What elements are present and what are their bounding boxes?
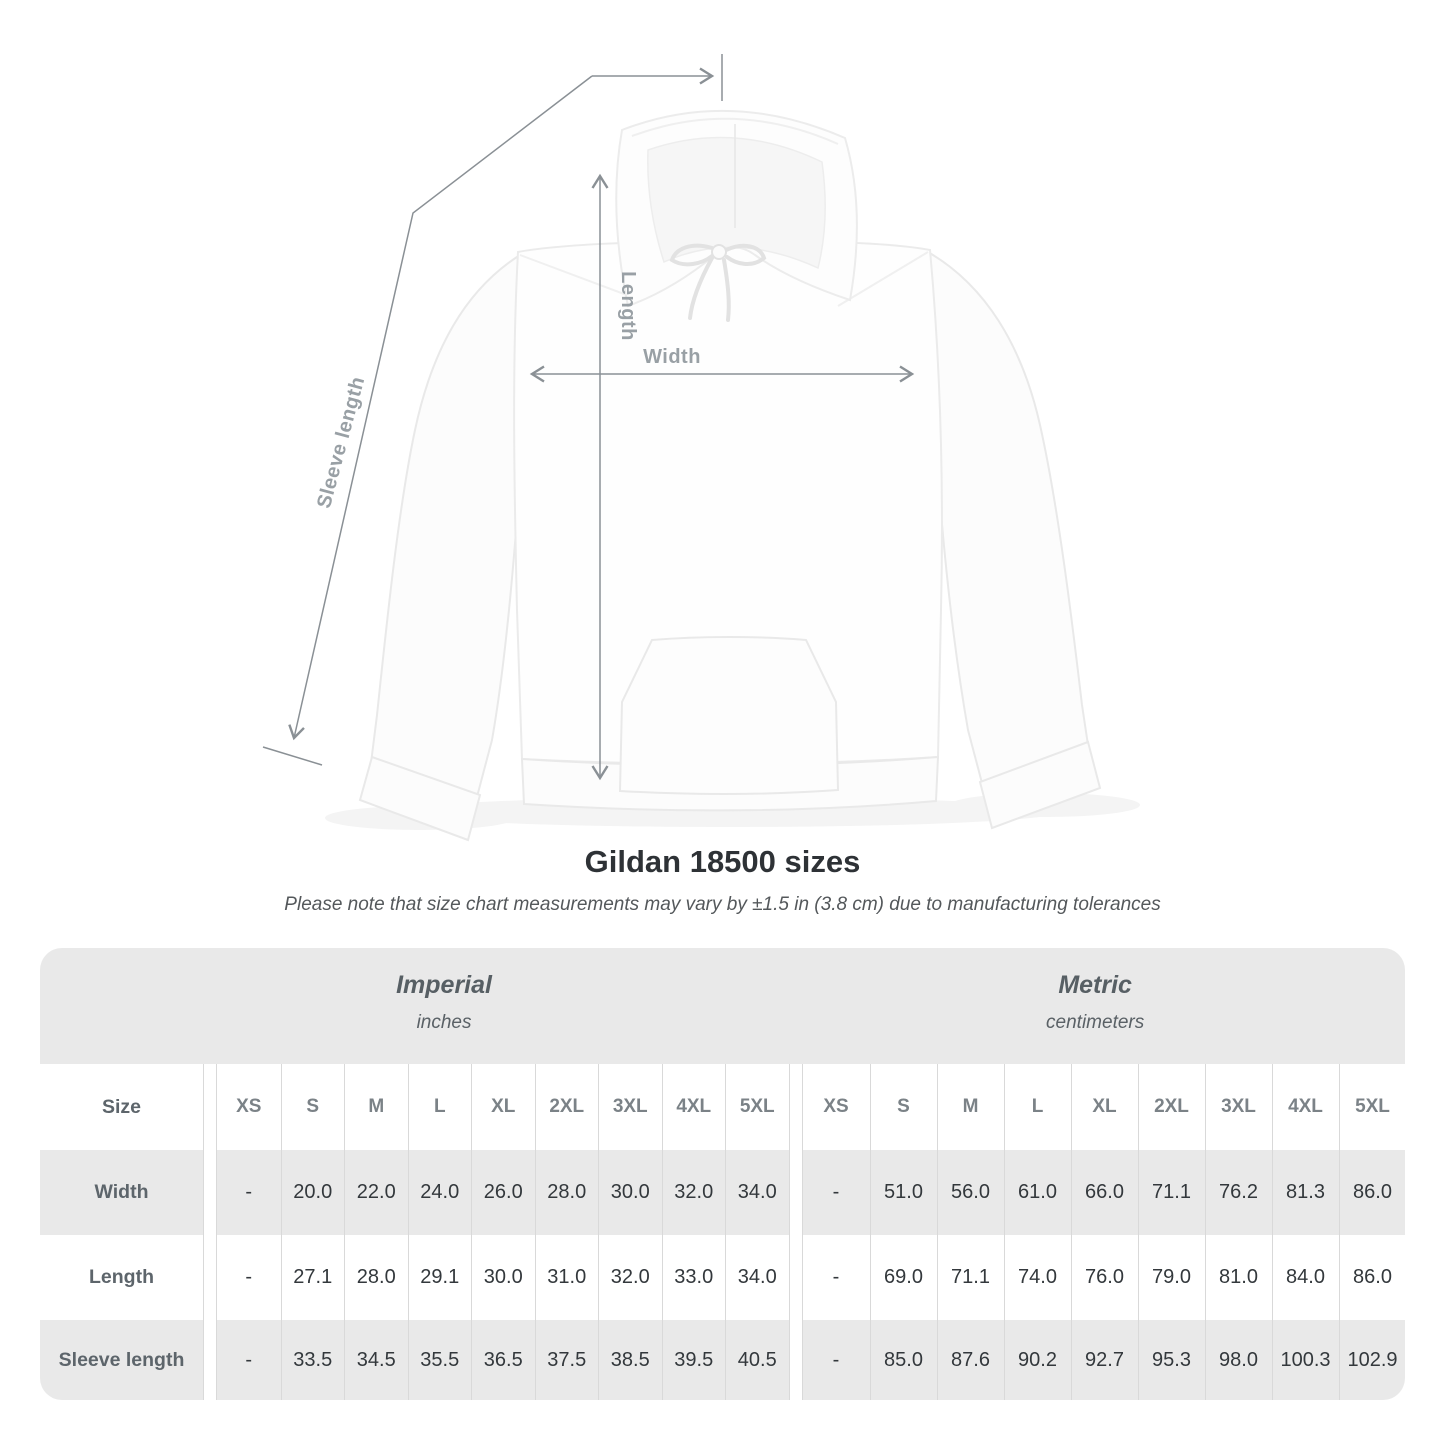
size-value-cell: 71.1 [937,1235,1004,1320]
metric-unit: centimeters [1046,1012,1145,1033]
size-value-cell: 85.0 [870,1320,937,1400]
size-value-cell: 38.5 [598,1320,662,1400]
size-value-cell: 74.0 [1004,1235,1071,1320]
column-gap [789,1064,803,1150]
sleeve-end-tick [263,747,322,765]
size-value-cell: 35.5 [408,1320,472,1400]
size-value-cell: L [1004,1064,1071,1150]
column-gap [789,1320,803,1400]
size-value-cell: 66.0 [1071,1150,1138,1235]
size-value-cell: - [217,1235,281,1320]
hoodie-illustration [325,111,1140,840]
size-value-cell: 36.5 [471,1320,535,1400]
size-value-cell: 30.0 [471,1235,535,1320]
size-value-cell: 56.0 [937,1150,1004,1235]
size-value-cell: 76.0 [1071,1235,1138,1320]
column-gap [789,1235,803,1320]
left-sleeve [372,255,520,808]
size-value-cell: 34.0 [725,1235,789,1320]
size-value-cell: 4XL [662,1064,726,1150]
size-value-cell: 32.0 [662,1150,726,1235]
size-value-cell: 86.0 [1339,1235,1406,1320]
size-value-cell: 26.0 [471,1150,535,1235]
size-value-cell: 22.0 [344,1150,408,1235]
size-value-cell: 27.1 [281,1235,345,1320]
size-value-cell: XS [803,1064,870,1150]
size-column-header: Size [40,1064,203,1150]
size-grid [40,1064,1405,1400]
sleeve-length-label: Sleeve length [313,374,370,511]
size-value-cell: L [408,1064,472,1150]
size-value-cell: 5XL [1339,1064,1406,1150]
size-value-cell: 30.0 [598,1150,662,1235]
metric-group-header [1046,948,1144,1064]
size-value-cell: - [217,1320,281,1400]
drawstring-knot [712,245,726,259]
size-value-cell: 69.0 [870,1235,937,1320]
row-label: Width [40,1150,203,1235]
size-value-cell: 33.0 [662,1235,726,1320]
column-gap [203,1235,217,1320]
size-value-cell: 37.5 [535,1320,599,1400]
size-value-cell: 86.0 [1339,1150,1406,1235]
size-value-cell: 5XL [725,1064,789,1150]
size-value-cell: 39.5 [662,1320,726,1400]
size-value-cell: 71.1 [1138,1150,1205,1235]
kangaroo-pocket [620,637,838,794]
size-value-cell: 90.2 [1004,1320,1071,1400]
size-value-cell: M [937,1064,1004,1150]
size-value-cell: 87.6 [937,1320,1004,1400]
size-value-cell: 81.0 [1205,1235,1272,1320]
column-gap [789,1150,803,1235]
size-value-cell: 33.5 [281,1320,345,1400]
size-value-cell: 2XL [1138,1064,1205,1150]
size-value-cell: 98.0 [1205,1320,1272,1400]
row-label: Sleeve length [40,1320,203,1400]
size-value-cell: 20.0 [281,1150,345,1235]
size-value-cell: - [217,1150,281,1235]
size-value-cell: 28.0 [344,1235,408,1320]
unit-group-band [40,948,1405,1064]
row-label: Length [40,1235,203,1320]
size-value-cell: XL [471,1064,535,1150]
size-value-cell: 31.0 [535,1235,599,1320]
imperial-unit: inches [416,1012,472,1033]
imperial-label: Imperial [396,971,492,999]
size-value-cell: 3XL [1205,1064,1272,1150]
size-value-cell: XL [1071,1064,1138,1150]
column-gap [203,1150,217,1235]
size-value-cell: 61.0 [1004,1150,1071,1235]
size-value-cell: 102.9 [1339,1320,1406,1400]
heading-block [0,844,1445,916]
column-gap [203,1064,217,1150]
page-subtitle: Please note that size chart measurements may vary by ±1.5 in (3.8 cm) due to manufacturing tolerances [284,894,1161,915]
imperial-group-header [396,948,492,1064]
width-label: Width [643,346,701,368]
size-value-cell: 100.3 [1272,1320,1339,1400]
size-value-cell: S [281,1064,345,1150]
size-value-cell: 81.3 [1272,1150,1339,1235]
size-value-cell: - [803,1235,870,1320]
size-value-cell: 34.0 [725,1150,789,1235]
size-value-cell: 29.1 [408,1235,472,1320]
size-value-cell: M [344,1064,408,1150]
size-value-cell: 2XL [535,1064,599,1150]
size-value-cell: 34.5 [344,1320,408,1400]
size-value-cell: S [870,1064,937,1150]
size-value-cell: 28.0 [535,1150,599,1235]
size-value-cell: 84.0 [1272,1235,1339,1320]
size-value-cell: 40.5 [725,1320,789,1400]
metric-label: Metric [1058,971,1132,999]
size-value-cell: 32.0 [598,1235,662,1320]
size-value-cell: 4XL [1272,1064,1339,1150]
size-value-cell: 51.0 [870,1150,937,1235]
size-table [40,948,1405,1400]
size-value-cell: - [803,1150,870,1235]
size-value-cell: 3XL [598,1064,662,1150]
right-sleeve [928,252,1088,798]
page-title: Gildan 18500 sizes [584,844,861,879]
length-label: Length [617,271,639,341]
size-value-cell: 24.0 [408,1150,472,1235]
size-value-cell: 76.2 [1205,1150,1272,1235]
size-value-cell: 79.0 [1138,1235,1205,1320]
column-gap [203,1320,217,1400]
size-value-cell: - [803,1320,870,1400]
size-value-cell: XS [217,1064,281,1150]
size-value-cell: 92.7 [1071,1320,1138,1400]
size-value-cell: 95.3 [1138,1320,1205,1400]
